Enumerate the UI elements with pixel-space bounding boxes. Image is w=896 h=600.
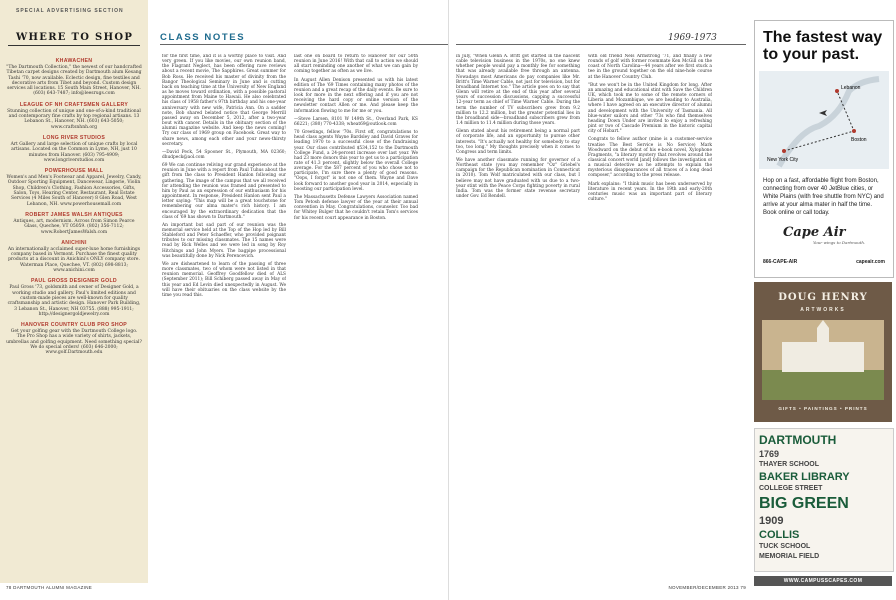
doug-henry-products: GIFTS • PAINTINGS • PRINTS [778, 406, 868, 411]
poster-line: COLLIS [759, 529, 800, 541]
campus-url[interactable]: WWW.CAMPUSSCAPES.COM [754, 576, 892, 586]
boston-label: Boston [851, 137, 867, 143]
note-paragraph: "But we won't be in the United Kingdom for long. After an amazing and educational stint with Save the Children UK, which took me to some of the remote corners of Liberia and Mozambique, we are heading to Australia, where I have agreed on an executive director of alumni and development with the University of Tasmania. All blue-water sailors and other '73s who find themselves heading Down Under are invited to enjoy a refreshing pint or two of Cascade Premium in the historic capital city of Hobart." [588, 82, 712, 135]
shop-ad-text: Stunning collection of unique and one-of-a-kind traditional and contemporary fine crafts by top regional artisans. 13 Lebanon St., Hanover, NH. (603) 643-5050; www.craftsnhnh.org [7, 108, 141, 130]
note-paragraph: for the first time, and it is a worthy place to visit. And very green. If you like movies, our own reunion band, the Flagrant Neglect, has been offering rave reviews about a recent movie, The Sapphires. Great summer for Bob Ross. He received his master of divinity from the Bangor Theological Seminary in June and is cutting back on teaching time at the University of New England as he moves toward ordination, with a possible pastoral appointment from Maine to Hawaii. He also celebrated his class of 1958 father's 97th birthday and his one-year anniversary with new wife, Patricia Ann. On a sadder note, Bob shared belated notice that George Merrill passed away on December 5, 2012, after a two-year bout with cancer. Details in the obituary section of the alumni magazine website. And keep the news coming! Try our class of 1969 group on Facebook. Great way to share news, among each other and your news-thirsty secretary. [162, 54, 286, 147]
shop-ad-text: "The Dartmouth Collection," the newest of our handcrafted Tibetan carpet designs created by Dartmouth alum Kesang Tashi '70, now available. Eclectic design, fine textiles and decorative arts from Tibet and beyond. Custom design services all locations. 15 South Main Street, Hanover, NH. (603) 643-7487; info@leesrugs.com [6, 65, 142, 97]
divider [160, 44, 448, 45]
doug-henry-sub: ARTWORKS [800, 307, 846, 313]
shop-ad [6, 278, 142, 317]
poster-line: 1909 [759, 515, 784, 527]
route-map [759, 71, 889, 169]
ads-column [748, 0, 896, 600]
shop-ad [6, 102, 142, 130]
shop-ad-text: Antiques, art, modernism. Across from Simon Pearce Glass, Quechee, VT 05059. (802) 356-7112; www.RobertJamesWalsh.com [13, 218, 135, 235]
shop-ad [6, 240, 142, 273]
section-label: SPECIAL ADVERTISING SECTION [16, 8, 124, 14]
lebanon-marker [835, 89, 839, 93]
poster-line: THAYER SCHOOL [759, 461, 820, 468]
shop-ad [6, 322, 142, 355]
shop-ad-name: ANICHINI [61, 239, 87, 246]
poster-line: COLLEGE STREET [759, 485, 823, 492]
shop-ad [6, 58, 142, 97]
shop-ad-name: PAUL GROSS DESIGNER GOLD [31, 278, 117, 285]
doug-henry-name: DOUG HENRY [778, 292, 868, 303]
right-page [448, 0, 896, 600]
note-paragraph: Congrats to fellow author (mine is a customer-service treatise The Best Service is No Service) Mark Woodward on the debut of his e-book novel, Xylophone Fragments, "a literary mystery that revolves around the classical concert world [and] follows the investigation of a musical detective as he attempts to explain the mysterious disappearances of all traces of a long dead composer," according to the press release. [588, 137, 712, 179]
poster-line: BAKER LIBRARY [759, 471, 850, 483]
cape-air-logo: Cape Air [783, 225, 846, 240]
shop-ad-text: Get your golfing gear with the Dartmouth College logo. The Pro Shop has a wide variety of shirts, jackets, umbrellas and golfing equipment. Need something special? We do special orders! (603) 646-2000; www.golf.Dartmouth.edu [6, 329, 142, 356]
doug-henry-ad[interactable] [754, 282, 892, 422]
note-paragraph: with old friend Nels Armstrong '71, and finally a few rounds of golf with former roommate Ken McGill on the coast of North Carolina—44 years after we first stuck a tee in the ground together on the old nine-hole course at the Hanover Country Club. [588, 54, 712, 80]
note-paragraph: in July, "When Glenn A. Britt got started in the nascent cable television business in the 1970s, no one knew whether people would pay a monthly fee for something that was already available free through an antenna. Nowadays most Americans do pay companies like Mr. Britt's Time Warner Cable, not just for television, but for broadband Internet too." The article goes on to say that Glenn will retire at the end of this year after several years of succession discussions, capping a successful 12-year term as chief of Time Warner Cable. During the term the number of TV subscribers grew from 9.2 million to 12.2 million, but the greater potential lies in the broadband side—broadband subscribers grew from 1.4 million to 11.4 million during those years. [456, 54, 580, 127]
notes-column-2 [294, 54, 418, 584]
divider [8, 45, 140, 46]
poster-line: BIG GREEN [759, 495, 849, 512]
shop-ad-text: Art Gallery and large selection of unique crafts by local artisans. Located on the Common in Lyme, NH, just 10 minutes from Hanover. (603) 795-4909; www.longriverstudios.com [10, 141, 138, 163]
cape-air-url[interactable]: capeair.com [856, 259, 885, 265]
note-signature: —Steve Larsen, 8101 W 149th St., Overland Park, KS 66221; (380) 770-4338; wheat69@outlook.com [294, 116, 418, 127]
boston-marker [852, 129, 856, 133]
cape-air-tagline: Your wings to Dartmouth. [813, 240, 866, 245]
shop-ad-text: An internationally acclaimed super-luxe home furnishings company based in Vermont. Purchase the finest quality products at a discount in Anichini's ONLY company store. Waterman Place, Quechee, VT. (802) 698-8813; www.anichini.com [7, 246, 141, 274]
note-paragraph: 69 We can continue reliving our grand experience at the reunion in June with a report from Paul Tuhus about the gift from the class to President Hanlon following our gathering. The image of the campus that we all received for attending the reunion was framed and presented to him by Paul as an expression of our enthusiasm for his appointment. In response, President Hanlon sent Paul a letter saying: "This map will be a great touchstone for remembering our alma mater's rich history. I am encouraged by the extraordinary dedication that the class of '69 has shown to Dartmouth." [162, 163, 286, 220]
painting-building [782, 342, 864, 372]
painting-lawn [762, 370, 884, 400]
cape-air-body: Hop on a fast, affordable flight from Boston, connecting from over 40 JetBlue cities, or White Plains (with free shuttle from NYC) and arrive at your alma mater in half the time. Book online or call today. [763, 178, 884, 216]
note-paragraph: Mark explains: "I think music has been underserved by literature in recent years. In the 19th and early-20th centuries music was an important part of literary culture." [588, 181, 712, 203]
where-to-shop-title: WHERE TO SHOP [16, 32, 134, 43]
shop-ad-name: LEAGUE OF NH CRAFTSMEN GALLERY [19, 101, 129, 108]
shop-ad [6, 212, 142, 235]
shop-ad-name: KHAWACHEN [55, 58, 93, 64]
note-paragraph: We are disheartened to learn of the passing of three more classmates, two of whom were not listed in that reunion memorial. Geoffrey Goodfellow died of ALS (September 2011); Bill Schiberg passed away in May of this year and Ed Levin died unexpectedly in August. We will have their obituaries on the class website by the time you read this. [162, 261, 286, 298]
shop-ad-name: LONG RIVER STUDIOS [42, 134, 106, 141]
shop-ad-name: HANOVER COUNTRY CLUB PRO SHOP [20, 322, 128, 329]
shop-ad-list [6, 58, 142, 361]
note-paragraph: 70 Greetings, fellow '70s. First off, congratulations to head class agents Wayne Bardsley and David Graves for leading 1970 to a successful close of the fundraising year. Our class contributed $534,152 to the Dartmouth College Fund, a 24-percent increase over last year. We had 23 more donors this year to get us to a participation rate of 41.3 percent, slightly below the overall College average. For the 587 percent of you who chose not to participate, I'm sure there a plenty of good reasons. "Oops, I forgot" is not one of them. Wayne and Dave look forward to another good year in 2014, especially in boosting our participation level. [294, 130, 418, 192]
cape-air-phone: 866-CAPE-AIR [763, 259, 798, 265]
shop-ad [6, 168, 142, 207]
poster-line: 1769 [759, 449, 780, 459]
poster-line: MEMORIAL FIELD [759, 553, 820, 560]
shop-ad-name: ROBERT JAMES WALSH ANTIQUES [25, 211, 123, 218]
shop-ad-text: Paul Gross '73, goldsmith and owner of Designer Gold, a working studio and gallery. Paul's limited editions and custom-made pieces are well-known for quality craftsmanship and artistic design. Hanover Park Building, 3 Lebanon St., Hanover, NH 03755. (888) 995-1911; http://designergoldjewelry.com [7, 285, 141, 317]
painting-image [762, 320, 884, 400]
shop-ad-text: Women's and Men's Footwear and Apparel, Jewelry, Candy, Outdoor Sporting Equipment, Dancewear, Lingerie, Violin Shop, Children's Clothing, Fashion Accessories, Gifts, Salon, Toys, Hearing Center, Restaurant, Real Estate Services (4 Miles South of Hanover) 8 Glen Road, West Lebanon, NH. www.powerhousemall.com [6, 175, 142, 207]
nyc-marker [782, 149, 786, 153]
page-footer-left: 78 DARTMOUTH ALUMNI MAGAZINE [6, 585, 93, 590]
poster-line: DARTMOUTH [759, 433, 837, 447]
page-footer-right: NOVEMBER/DECEMBER 2013 79 [668, 585, 746, 590]
dartmouth-poster-ad[interactable] [754, 428, 894, 572]
note-paragraph: In August Allen Denison presented us with his latest edition of The '69 Times containing many photos of the reunion and a great recap of the daily events. Be sure to look for more in the next offering and if you are not receiving the hard copy or online version of the newsletter contact Allen or me. And please keep the information flowing to me for me or you. [294, 77, 418, 114]
class-years: 1969-1973 [668, 33, 717, 43]
note-paragraph: last one on board to return to Hanover for our 50th reunion in June 2016! With that call to action we should all start reminding one another of what we can gain by coming together as often as we live. [294, 54, 418, 75]
note-paragraph: Glenn stated about his retirement being a normal part of corporate life, and an opportunity to pursue other interests. "It's actually not healthy for somebody to stay too, too long." My thoughts precisely when it comes to Congress and term limits. [456, 129, 580, 155]
shop-ad-name: POWERHOUSE MALL [44, 168, 104, 175]
shop-ad [6, 135, 142, 163]
cape-air-headline: The fastest way to your past. [763, 29, 883, 63]
where-to-shop-sidebar [0, 0, 148, 583]
cape-air-ad[interactable] [754, 20, 894, 278]
notes-column-4 [588, 54, 712, 584]
note-signature: —David Peck, 54 Spooner St., Plymouth, MA 02360; dhudpeck@aol.com [162, 149, 286, 160]
class-notes-title: CLASS NOTES [160, 32, 246, 43]
notes-column-3 [456, 54, 580, 584]
notes-column-1 [162, 54, 286, 584]
divider [456, 44, 746, 45]
note-paragraph: We have another classmate running for governor of a Northeast state (you may remember "Oz" Griebel's campaign for the Republican nomination in Connecticut in 2010). Tom Wolf matriculated with our class, but I believe may not have graduated with us due to a two-year stint with the Peace Corps fighting poverty in rural India. Tom was the former state revenue secretary under Gov. Ed Rendell. [456, 157, 580, 200]
note-paragraph: An important but sad part of our reunion was the memorial service held at the Top of the Hop led by Bill Stableford and Peter Schaeffer, who provided poignant tributes to our missing classmates. The 15 names were read by Rick Welles and we were led in song by Roy Hitchings and John Myers. The bagpipe processional was beautifully done by Nick Perencevich. [162, 222, 286, 259]
poster-line: TUCK SCHOOL [759, 543, 811, 550]
note-paragraph: The Massachusetts Defense Lawyers Association named Tom Petosh defense lawyer of the year at their annual convention in May. Congratulations, counselor. Too bad for Whitey Bulger that he couldn't retain Tom's services for his recent court appearance in Boston. [294, 194, 418, 221]
nyc-label: New York City [767, 157, 799, 163]
lebanon-label: Lebanon [841, 85, 861, 91]
